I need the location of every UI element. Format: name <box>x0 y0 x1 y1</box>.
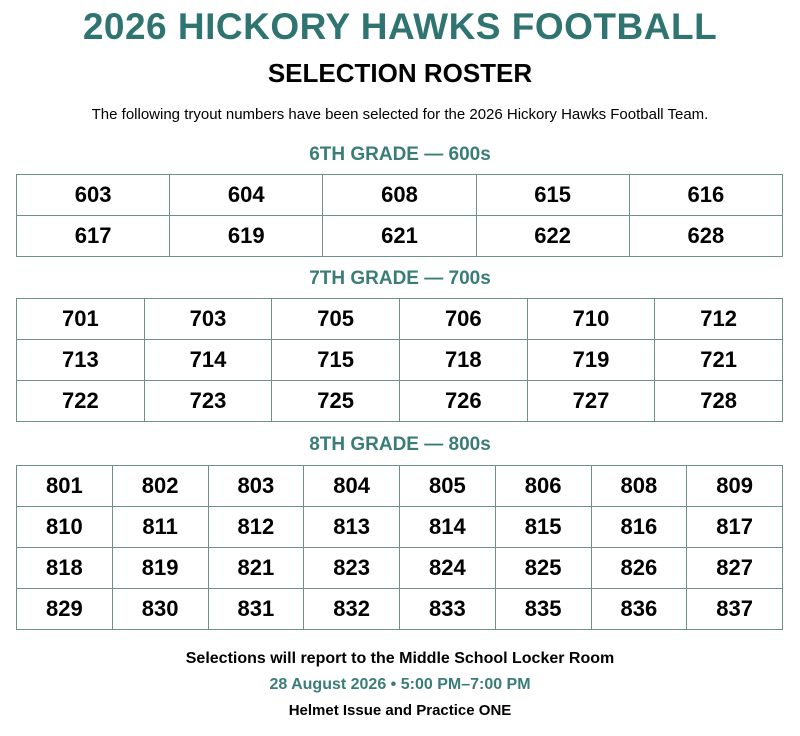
tryout-number-cell: 819 <box>112 548 208 589</box>
tryout-number-cell: 718 <box>399 340 527 381</box>
roster-row <box>17 175 783 216</box>
section-heading-7th-grade: 7TH GRADE — 700s <box>309 268 491 289</box>
tryout-number-cell: 831 <box>208 589 304 630</box>
tryout-number-cell: 823 <box>304 548 400 589</box>
tryout-number-cell: 721 <box>655 340 783 381</box>
tryout-number-cell: 603 <box>17 175 170 216</box>
tryout-number-cell: 804 <box>304 466 400 507</box>
tryout-number-cell: 728 <box>655 381 783 422</box>
tryout-number-cell: 836 <box>591 589 687 630</box>
tryout-number-cell: 616 <box>629 175 782 216</box>
page-subtitle: SELECTION ROSTER <box>267 58 533 88</box>
section-heading-8th-grade: 8TH GRADE — 800s <box>309 434 491 455</box>
tryout-number-cell: 821 <box>208 548 304 589</box>
roster-table-7th-grade <box>16 298 783 422</box>
tryout-number-cell: 705 <box>272 299 400 340</box>
tryout-number-cell: 726 <box>399 381 527 422</box>
roster-row <box>17 216 783 257</box>
tryout-number-cell: 628 <box>629 216 782 257</box>
report-datetime: 28 August 2026 • 5:00 PM–7:00 PM <box>269 676 531 693</box>
tryout-number-cell: 725 <box>272 381 400 422</box>
roster-row <box>17 548 783 589</box>
roster-row <box>17 589 783 630</box>
tryout-number-cell: 622 <box>476 216 629 257</box>
tryout-number-cell: 824 <box>400 548 496 589</box>
tryout-number-cell: 809 <box>687 466 783 507</box>
tryout-number-cell: 712 <box>655 299 783 340</box>
tryout-number-cell: 818 <box>17 548 113 589</box>
tryout-number-cell: 714 <box>144 340 272 381</box>
roster-row <box>17 340 783 381</box>
tryout-number-cell: 722 <box>17 381 145 422</box>
tryout-number-cell: 719 <box>527 340 655 381</box>
tryout-number-cell: 617 <box>17 216 170 257</box>
report-location: Selections will report to the Middle School Locker Room <box>185 650 615 667</box>
tryout-number-cell: 801 <box>17 466 113 507</box>
tryout-number-cell: 817 <box>687 507 783 548</box>
tryout-number-cell: 825 <box>495 548 591 589</box>
tryout-number-cell: 806 <box>495 466 591 507</box>
tryout-number-cell: 814 <box>400 507 496 548</box>
tryout-number-cell: 808 <box>591 466 687 507</box>
tryout-number-cell: 802 <box>112 466 208 507</box>
tryout-number-cell: 832 <box>304 589 400 630</box>
tryout-number-cell: 608 <box>323 175 476 216</box>
tryout-number-cell: 621 <box>323 216 476 257</box>
tryout-number-cell: 837 <box>687 589 783 630</box>
roster-table-6th-grade <box>16 174 783 257</box>
tryout-number-cell: 827 <box>687 548 783 589</box>
tryout-number-cell: 723 <box>144 381 272 422</box>
tryout-number-cell: 833 <box>400 589 496 630</box>
tryout-number-cell: 826 <box>591 548 687 589</box>
tryout-number-cell: 703 <box>144 299 272 340</box>
tryout-number-cell: 615 <box>476 175 629 216</box>
roster-row <box>17 466 783 507</box>
intro-text: The following tryout numbers have been selected for the 2026 Hickory Hawks Football Team. <box>91 106 709 123</box>
tryout-number-cell: 812 <box>208 507 304 548</box>
tryout-number-cell: 710 <box>527 299 655 340</box>
roster-row <box>17 507 783 548</box>
tryout-number-cell: 619 <box>170 216 323 257</box>
roster-table-8th-grade <box>16 465 783 630</box>
roster-row <box>17 381 783 422</box>
tryout-number-cell: 815 <box>495 507 591 548</box>
tryout-number-cell: 810 <box>17 507 113 548</box>
roster-row <box>17 299 783 340</box>
tryout-number-cell: 805 <box>400 466 496 507</box>
tryout-number-cell: 811 <box>112 507 208 548</box>
tryout-number-cell: 715 <box>272 340 400 381</box>
tryout-number-cell: 830 <box>112 589 208 630</box>
page-title: 2026 HICKORY HAWKS FOOTBALL <box>82 6 718 47</box>
tryout-number-cell: 727 <box>527 381 655 422</box>
tryout-number-cell: 829 <box>17 589 113 630</box>
section-heading-6th-grade: 6TH GRADE — 600s <box>309 144 491 165</box>
tryout-number-cell: 835 <box>495 589 591 630</box>
tryout-number-cell: 701 <box>17 299 145 340</box>
tryout-number-cell: 816 <box>591 507 687 548</box>
tryout-number-cell: 713 <box>17 340 145 381</box>
report-event: Helmet Issue and Practice ONE <box>288 702 512 719</box>
tryout-number-cell: 706 <box>399 299 527 340</box>
tryout-number-cell: 803 <box>208 466 304 507</box>
tryout-number-cell: 604 <box>170 175 323 216</box>
tryout-number-cell: 813 <box>304 507 400 548</box>
